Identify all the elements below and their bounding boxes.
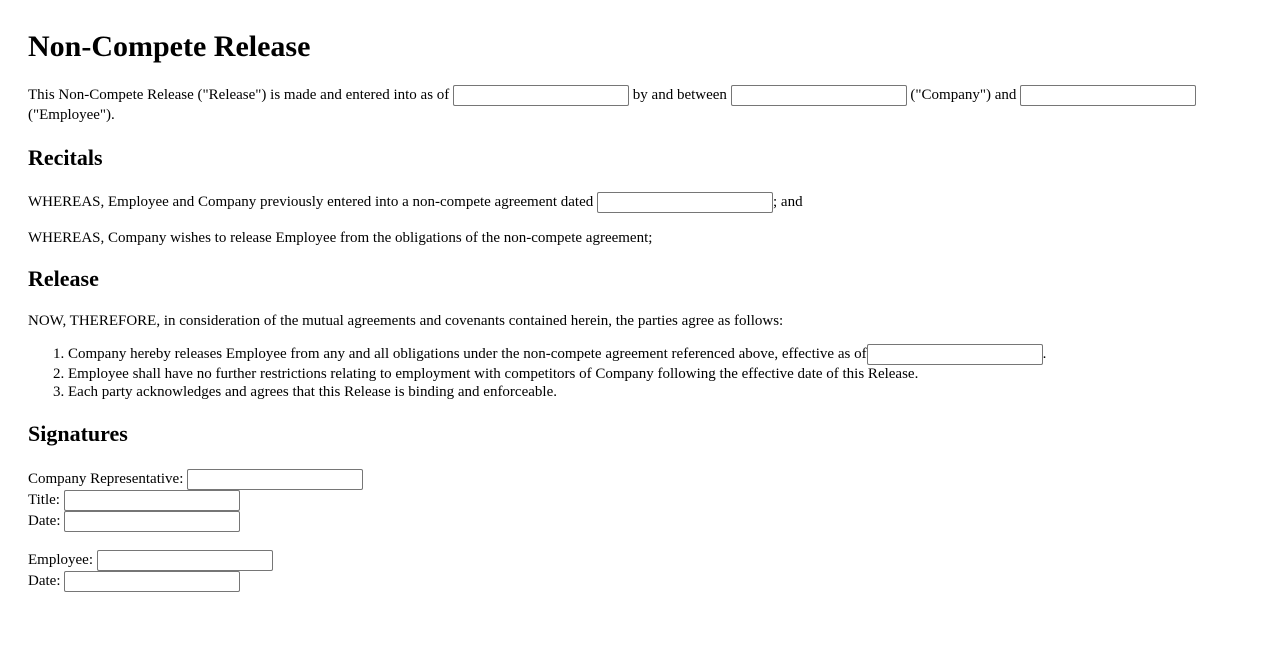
whereas-clause-2: WHEREAS, Company wishes to release Employee from the obligations of the non-compete agreement; (28, 230, 653, 247)
signatures-heading: Signatures (28, 421, 128, 447)
agreement-date-input[interactable] (597, 192, 773, 213)
release-terms-list (28, 344, 1250, 401)
whereas-1-text: WHEREAS, Employee and Company previously entered into a non-compete agreement dated (28, 194, 594, 211)
company-rep-input[interactable] (187, 469, 363, 490)
employee-label: Employee: (28, 552, 93, 569)
employee-signature-input[interactable] (97, 550, 273, 571)
company-date-row (28, 511, 1250, 532)
company-title-row (28, 490, 1250, 511)
employee-date-label: Date: (28, 573, 61, 590)
list-item: 3. Each party acknowledges and agrees that this Release is binding and enforceable. (68, 383, 1250, 401)
title-input[interactable] (64, 490, 240, 511)
release-term-1-suffix: . (1042, 346, 1047, 363)
release-heading: Release (28, 266, 99, 292)
release-date-input[interactable] (453, 85, 629, 106)
whereas-clause-1 (28, 192, 1250, 213)
employee-row (28, 550, 1250, 571)
list-item (68, 344, 1250, 365)
list-item: 2. Employee shall have no further restrictions relating to employment with competitors of Company following the effective date of this Release. (68, 365, 1250, 383)
company-date-input[interactable] (64, 511, 240, 532)
title-label: Title: (28, 492, 60, 509)
company-rep-label: Company Representative: (28, 471, 184, 488)
employee-date-row (28, 571, 1250, 592)
company-rep-row (28, 469, 1250, 490)
recitals-heading: Recitals (28, 145, 103, 170)
company-date-label: Date: (28, 513, 61, 530)
employee-signature-block (28, 550, 1250, 592)
company-name-input[interactable] (731, 85, 907, 106)
intro-paragraph (28, 85, 1250, 124)
employee-date-input[interactable] (64, 571, 240, 592)
effective-date-input[interactable] (867, 344, 1043, 365)
intro-text-4: ("Employee"). (28, 107, 115, 123)
release-term-1-text: Company hereby releases Employee from any and all obligations under the non-compete agreement referenced above, effective as of (68, 346, 867, 363)
intro-text-2: by and between (632, 86, 727, 103)
now-therefore-paragraph: NOW, THEREFORE, in consideration of the mutual agreements and covenants contained herein, the parties agree as follows: (28, 313, 784, 330)
whereas-1-suffix: ; and (773, 194, 803, 211)
page-title: Non-Compete Release (28, 30, 311, 63)
employee-name-input[interactable] (1020, 85, 1196, 106)
company-signature-block (28, 469, 1250, 532)
intro-text-3: ("Company") and (910, 86, 1017, 103)
intro-text-1: This Non-Compete Release ("Release") is made and entered into as of (28, 86, 450, 103)
